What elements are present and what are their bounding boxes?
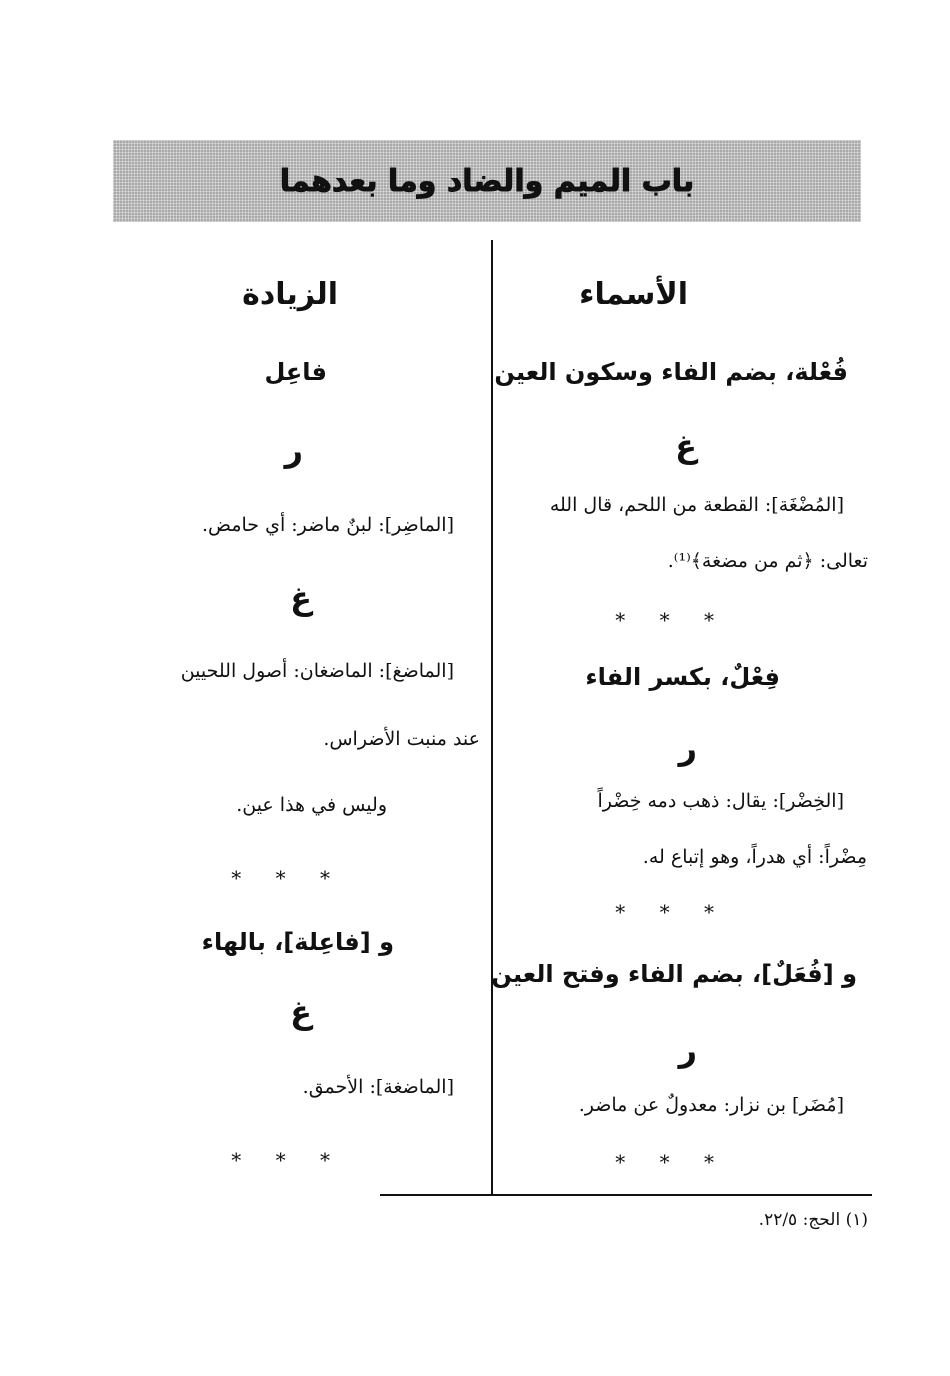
right-entry-2-line-2: مِضْراً: أي هدراً، وهو إتباع له. [642,846,867,868]
left-letter-2: غ [290,579,312,617]
right-separator-2: * * * [615,900,728,924]
right-column-heading: الأسماء [579,277,688,312]
right-entry-3-line-1: [مُضَر] بن نزار: معدولٌ عن ماضر. [578,1094,844,1116]
right-entry-2-line-1: [الخِضْر]: يقال: ذهب دمه خِضْراً [597,790,844,812]
left-pattern-2: و [فاعِلة]، بالهاء [201,928,394,956]
right-entry-1-line-1: [المُضْغَة]: القطعة من اللحم، قال الله [549,494,844,516]
right-pattern-3: و [فُعَلٌ]، بضم الفاء وفتح العين [491,960,857,988]
right-pattern-1: فُعْلة، بضم الفاء وسكون العين [494,358,848,386]
column-divider [491,240,493,1196]
right-separator-1: * * * [615,608,728,632]
footnote-rule [380,1194,872,1196]
right-entry-1-line-2: تعالى: ﴿ثم من مضغة﴾⁽¹⁾. [667,550,868,572]
left-pattern-1: فاعِل [264,358,327,386]
right-letter-1: غ [675,427,697,465]
left-entry-2-line-1: [الماضغ]: الماضغان: أصول اللحيين [180,660,454,682]
left-separator-1: * * * [231,866,344,890]
left-entry-2-line-3: وليس في هذا عين. [236,794,387,816]
chapter-title: باب الميم والضاد وما بعدهما [279,163,695,199]
right-letter-2: ر [678,729,697,767]
left-letter-3: غ [290,993,312,1031]
right-pattern-2: فِعْلٌ، بكسر الفاء [585,663,780,691]
left-letter-1: ر [284,431,303,469]
left-entry-2-line-2: عند منبت الأضراس. [323,728,480,750]
left-column-heading: الزيادة [242,277,338,312]
left-entry-3-line-1: [الماضغة]: الأحمق. [302,1076,454,1098]
chapter-banner [113,140,861,222]
footnote: (١) الحج: ٢٢/٥. [758,1210,868,1230]
right-separator-3: * * * [615,1150,728,1174]
right-letter-3: ر [678,1031,697,1069]
left-separator-2: * * * [231,1148,344,1172]
left-entry-1-line-1: [الماضِر]: لبنٌ ماضر: أي حامض. [202,514,454,536]
